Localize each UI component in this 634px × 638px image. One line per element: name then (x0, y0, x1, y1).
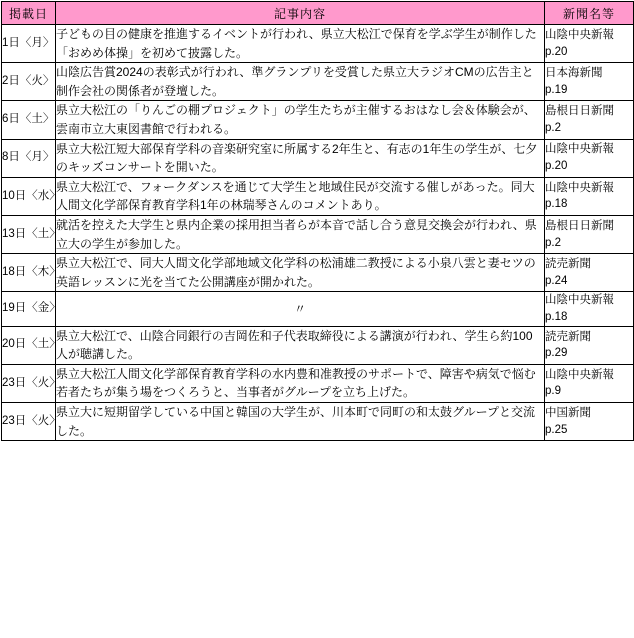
cell-source (545, 101, 634, 139)
table-row (2, 25, 634, 63)
table-row (2, 177, 634, 215)
source-name: 読売新聞 (545, 330, 591, 343)
source-name: 山陰中央新報 (545, 368, 614, 381)
source-page: p.25 (545, 423, 568, 436)
cell-article-body: 県立大松江で、山陰合同銀行の吉岡佐和子代表取締役による講演が行われ、学生ら約100人が聴講した。 (56, 326, 545, 364)
source-page: p.9 (545, 385, 561, 398)
cell-date: 2日〈火〉 (2, 63, 56, 101)
cell-article-body: 山陰広告賞2024の表彰式が行われ、準グランプリを受賞した県立大ラジオCMの広告主と制作会社の関係者が登壇した。 (56, 63, 545, 101)
source-page: p.20 (545, 45, 568, 58)
source-name: 読売新聞 (545, 258, 591, 271)
source-page: p.2 (545, 121, 561, 134)
cell-article-body: 就活を控えた大学生と県内企業の採用担当者らが本音で話し合う意見交換会が行われ、県立大の学生が参加した。 (56, 215, 545, 253)
cell-source (545, 403, 634, 441)
cell-source (545, 139, 634, 177)
cell-date: 19日〈金〉 (2, 292, 56, 326)
cell-date: 23日〈火〉 (2, 403, 56, 441)
cell-source (545, 25, 634, 63)
source-name: 島根日日新聞 (545, 219, 614, 232)
cell-article-body: 県立大松江で、同大人間文化学部地域文化学科の松浦雄二教授による小泉八雲と妻セツの英語レッスンに光を当てた公開講座が開かれた。 (56, 254, 545, 292)
source-page: p.29 (545, 347, 568, 360)
cell-date: 20日〈土〉 (2, 326, 56, 364)
source-name: 山陰中央新報 (545, 28, 614, 41)
column-header-date: 掲載日 (2, 2, 56, 25)
source-name: 山陰中央新報 (545, 143, 614, 156)
source-page: p.19 (545, 83, 568, 96)
source-name: 中国新聞 (545, 406, 591, 419)
source-page: p.24 (545, 274, 568, 287)
cell-source (545, 177, 634, 215)
table-row (2, 326, 634, 364)
source-page: p.18 (545, 310, 568, 323)
cell-date: 18日〈木〉 (2, 254, 56, 292)
cell-article-body: 県立大に短期留学している中国と韓国の大学生が、川本町で同町の和太鼓グループと交流した。 (56, 403, 545, 441)
source-page: p.18 (545, 198, 568, 211)
source-page: p.2 (545, 236, 561, 249)
column-header-source: 新聞名等 (545, 2, 634, 25)
cell-date: 1日〈月〉 (2, 25, 56, 63)
cell-date: 8日〈月〉 (2, 139, 56, 177)
cell-source (545, 63, 634, 101)
table-row (2, 101, 634, 139)
table-row (2, 403, 634, 441)
source-page: p.20 (545, 160, 568, 173)
table-row (2, 63, 634, 101)
cell-date: 13日〈土〉 (2, 215, 56, 253)
table-row (2, 292, 634, 326)
column-header-body: 記事内容 (56, 2, 545, 25)
cell-article-body: 子どもの目の健康を推進するイベントが行われ、県立大松江で保育を学ぶ学生が制作した「おめめ体操」を初めて披露した。 (56, 25, 545, 63)
table-row (2, 215, 634, 253)
cell-date: 6日〈土〉 (2, 101, 56, 139)
source-name: 日本海新聞 (545, 67, 603, 80)
table-header-row (2, 2, 634, 25)
source-name: 山陰中央新報 (545, 181, 614, 194)
table-row (2, 364, 634, 402)
press-clipping-table (1, 1, 634, 441)
table-header (2, 2, 634, 25)
table-body (2, 25, 634, 441)
cell-source (545, 364, 634, 402)
cell-source (545, 215, 634, 253)
cell-article-body: 県立大松江人間文化学部保育教育学科の水内豊和准教授のサポートで、障害や病気で悩む若者たちが集う場をつくろうと、当事者がグループを立ち上げた。 (56, 364, 545, 402)
table-row (2, 139, 634, 177)
cell-source (545, 326, 634, 364)
cell-article-body: 〃 (56, 292, 545, 326)
cell-source (545, 292, 634, 326)
cell-article-body: 県立大松江の「りんごの棚プロジェクト」の学生たちが主催するおはなし会＆体験会が、雲南市立大東図書館で行われる。 (56, 101, 545, 139)
cell-date: 10日〈水〉 (2, 177, 56, 215)
cell-source (545, 254, 634, 292)
cell-article-body: 県立大松江で、フォークダンスを通じて大学生と地域住民が交流する催しがあった。同大人間文化学部保育教育学科1年の林瑞琴さんのコメントあり。 (56, 177, 545, 215)
cell-date: 23日〈火〉 (2, 364, 56, 402)
table-row (2, 254, 634, 292)
source-name: 島根日日新聞 (545, 105, 614, 118)
source-name: 山陰中央新報 (545, 294, 614, 307)
cell-article-body: 県立大松江短大部保育学科の音楽研究室に所属する2年生と、有志の1年生の学生が、七夕のキッズコンサートを開いた。 (56, 139, 545, 177)
